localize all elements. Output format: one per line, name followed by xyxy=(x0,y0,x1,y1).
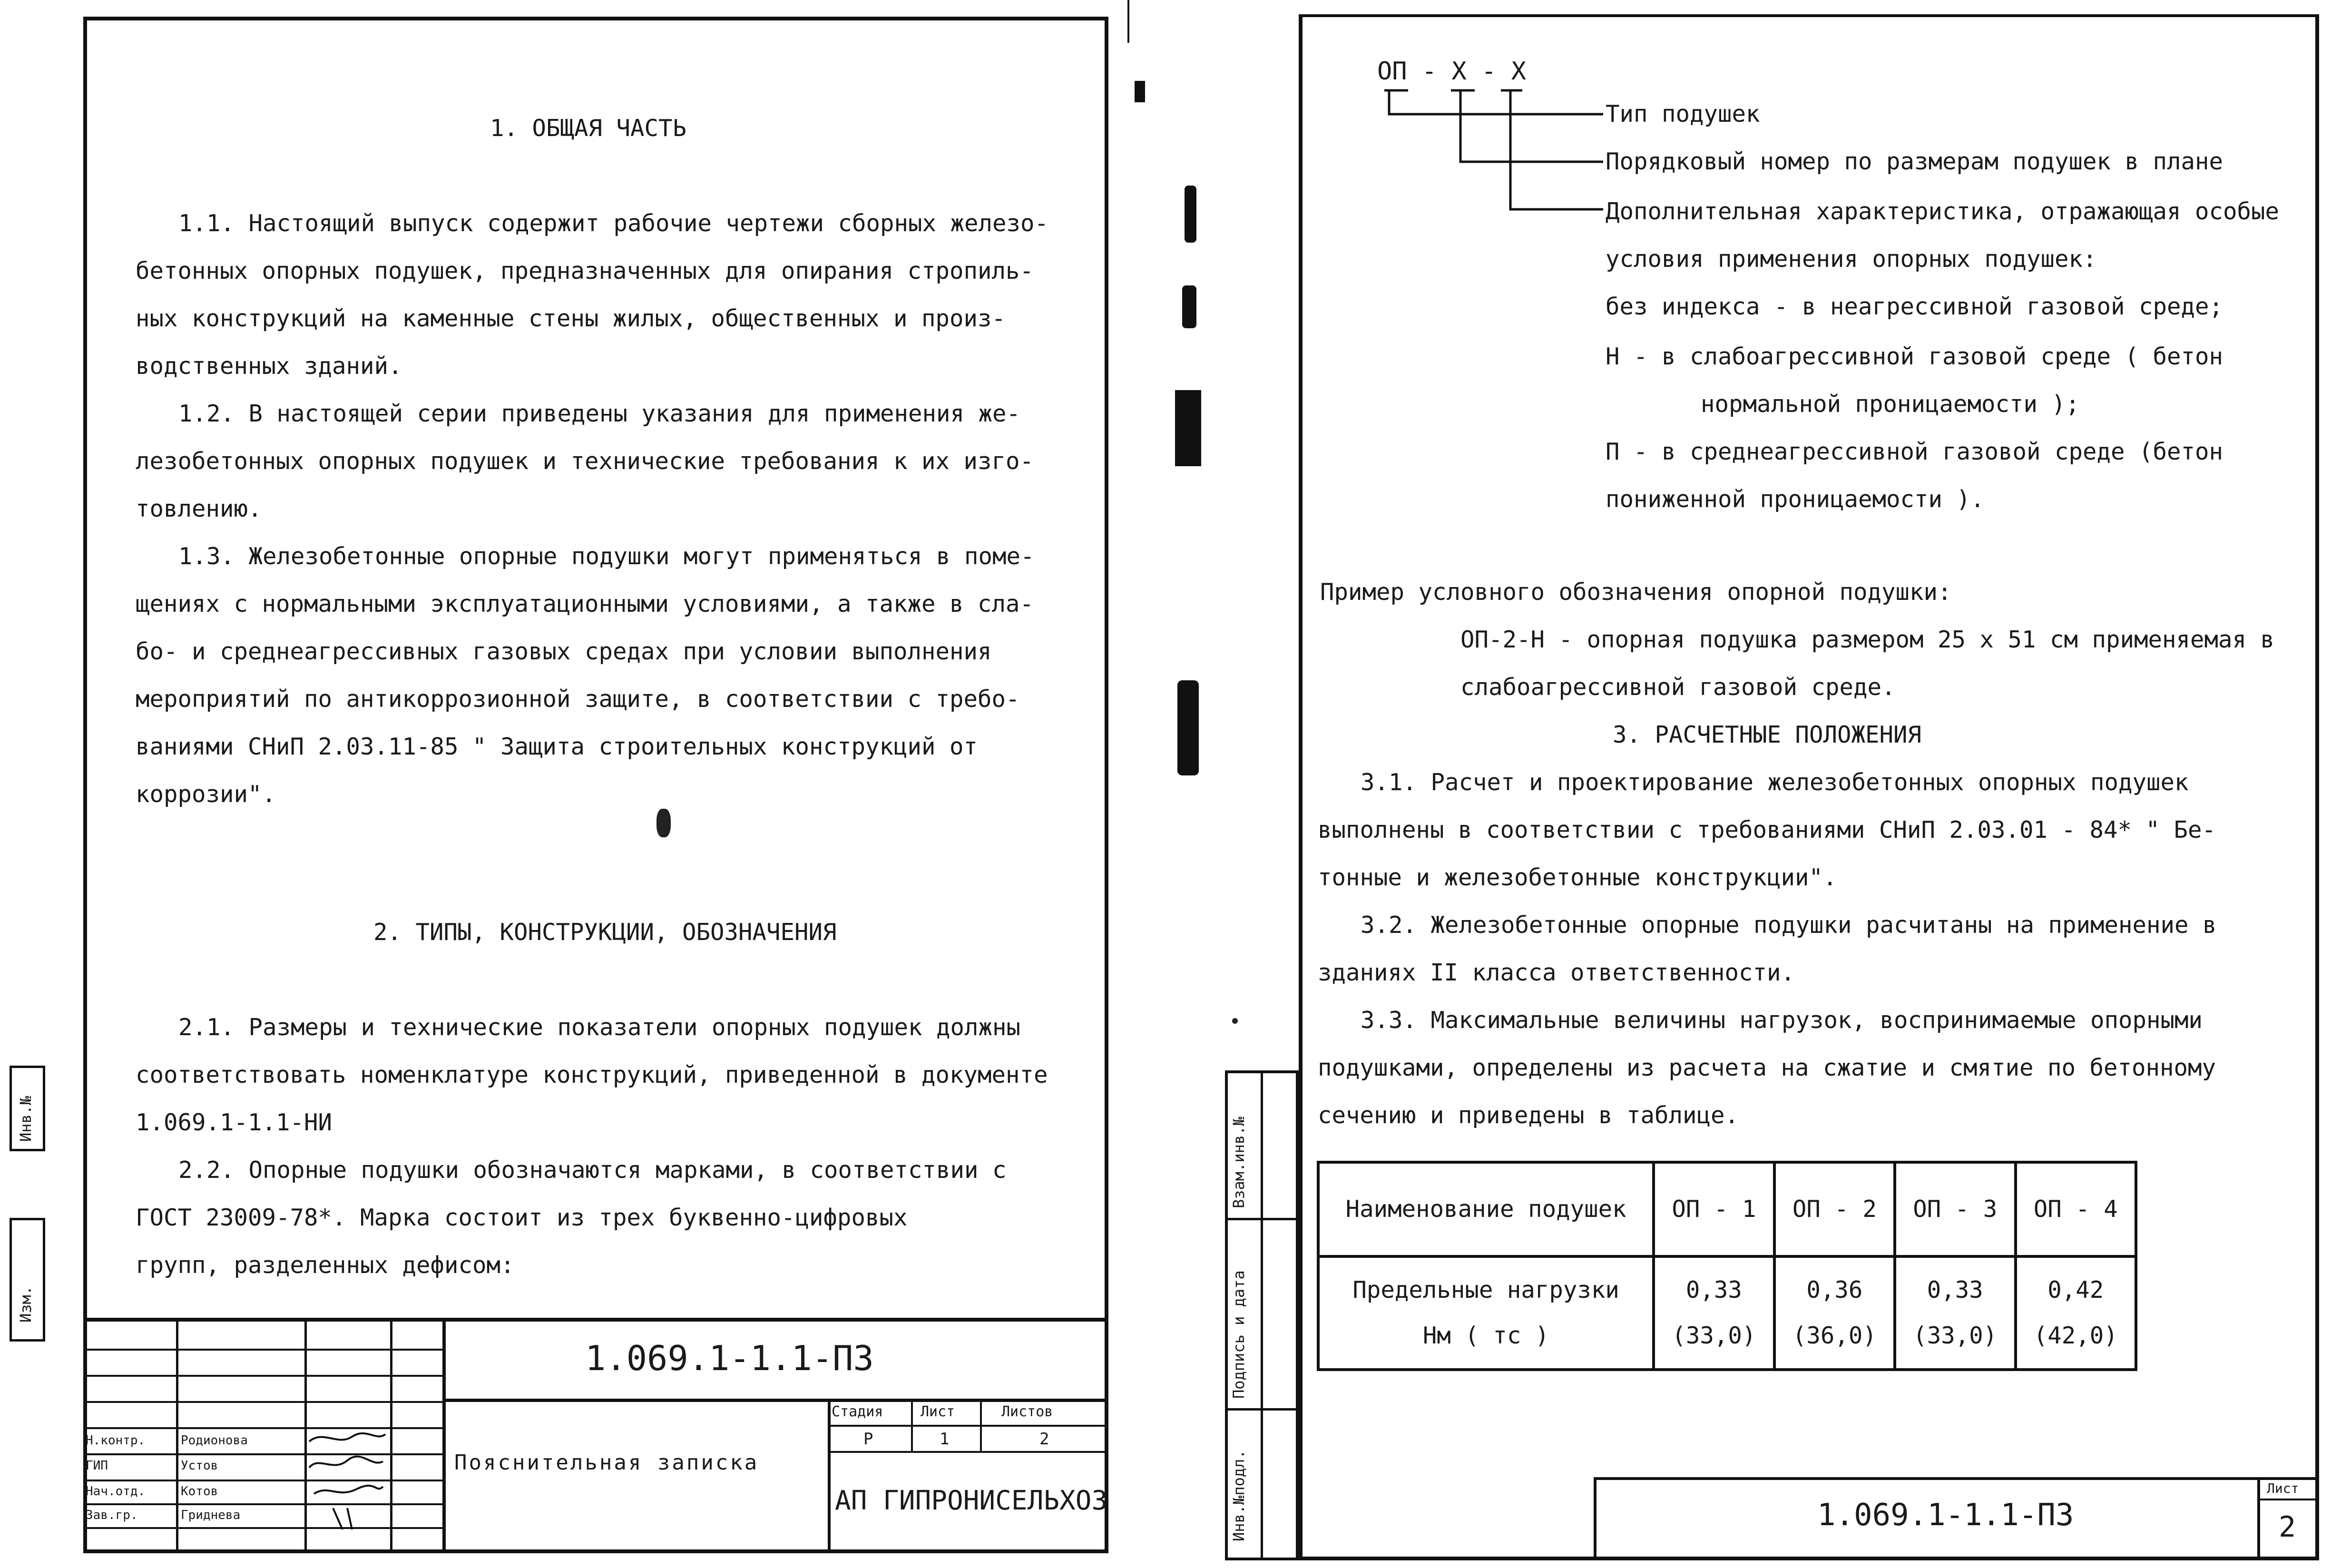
section3-title: 3. РАСЧЕТНЫЕ ПОЛОЖЕНИЯ xyxy=(1613,721,1922,748)
legend-line: П - в среднеагрессивной газовой среде (бетон xyxy=(1606,438,2223,465)
legend-line: условия применения опорных подушек: xyxy=(1606,245,2097,273)
s1-line: щениях с нормальными эксплуатационными условиями, а также в сла- xyxy=(136,590,1034,617)
title-block-org: АП ГИПРОНИСЕЛЬХОЗ xyxy=(835,1485,1108,1516)
tb-row-a xyxy=(83,1349,442,1351)
tb-stage-v1 xyxy=(911,1399,913,1451)
right-stamp-sheet-value: 2 xyxy=(2279,1510,2296,1544)
side-label-sign: Подпись и дата xyxy=(1230,1270,1248,1399)
role-3: Нач.отд. xyxy=(86,1484,146,1499)
name-2: Устов xyxy=(181,1459,218,1473)
table-header-row xyxy=(1318,1162,2136,1256)
scan-blob-1 xyxy=(1175,390,1201,466)
sheets-value: 2 xyxy=(1039,1430,1049,1449)
legend-line: Порядковый номер по размерам подушек в плане xyxy=(1606,148,2223,175)
tb-vert-1 xyxy=(176,1318,178,1553)
right-stamp-sheet-rule xyxy=(2257,1499,2319,1500)
sheet-value: 1 xyxy=(940,1430,950,1449)
mark-code: ОП - Х - Х xyxy=(1377,57,1527,86)
table-col-op1: ОП - 1 xyxy=(1654,1162,1774,1256)
table-row-label xyxy=(1318,1256,1654,1370)
stage-label: Стадия xyxy=(832,1403,883,1420)
s1-line: 1.3. Железобетонные опорные подушки могут применяться в поме- xyxy=(178,543,1035,570)
side-label-replace: Взам.инв.№ xyxy=(1230,1117,1248,1208)
section1-title: 1. ОБЩАЯ ЧАСТЬ xyxy=(490,115,687,142)
legend-line: Дополнительная характеристика, отражающая особые xyxy=(1606,198,2280,225)
example-line: слабоагрессивной газовой среде. xyxy=(1460,674,1896,701)
s1-line: бо- и среднеагрессивных газовых средах при условии выполнения xyxy=(136,638,992,665)
side-strip-row-2 xyxy=(1225,1408,1299,1411)
s3-line: подушками, определены из расчета на сжатие и смятие по бетонному xyxy=(1318,1054,2216,1081)
side-strip-row-1 xyxy=(1225,1218,1299,1220)
speck xyxy=(1232,1018,1238,1024)
row-label-line-2: Нм ( тс ) xyxy=(1422,1322,1549,1349)
table-col-op2: ОП - 2 xyxy=(1774,1162,1895,1256)
left-margin-label-1: Инв.№ xyxy=(17,1096,35,1142)
value-tc: (33,0) xyxy=(1913,1322,1998,1349)
left-margin-label-2: Изм. xyxy=(17,1285,35,1323)
right-stamp-code: 1.069.1-1.1-ПЗ xyxy=(1817,1498,2074,1533)
signatures-graphic xyxy=(304,1427,390,1532)
value-tc: (33,0) xyxy=(1672,1322,1756,1349)
s1-line: водственных зданий. xyxy=(136,353,402,380)
tb-row-c xyxy=(83,1401,442,1403)
legend-line: Тип подушек xyxy=(1606,100,1760,127)
s2-line: 1.069.1-1.1-НИ xyxy=(136,1109,333,1136)
s3-line: 3.3. Максимальные величины нагрузок, воспринимаемые опорными xyxy=(1361,1007,2203,1034)
legend-line: без индекса - в неагрессивной газовой среде; xyxy=(1606,293,2223,320)
side-label-inv: Инв.№подл. xyxy=(1230,1450,1248,1541)
table-cell xyxy=(2016,1256,2136,1370)
s3-line: 3.1. Расчет и проектирование железобетонных опорных подушек xyxy=(1361,769,2189,796)
s1-line: бетонных опорных подушек, предназначенных для опирания стропиль- xyxy=(136,257,1034,284)
table-header-label: Наименование подушек xyxy=(1318,1162,1654,1256)
s1-line: лезобетонных опорных подушек и технические требования к их изго- xyxy=(136,448,1034,475)
right-stamp-sheet-label: Лист xyxy=(2267,1480,2299,1496)
table-col-op3: ОП - 3 xyxy=(1895,1162,2015,1256)
scan-blob-4 xyxy=(1182,285,1196,328)
row-label-line-1: Предельные нагрузки xyxy=(1352,1276,1619,1303)
value-kn: 0,36 xyxy=(1806,1276,1863,1303)
s2-line: групп, разделенных дефисом: xyxy=(136,1252,515,1279)
stage-value: Р xyxy=(863,1430,873,1449)
role-2: ГИП xyxy=(86,1459,108,1473)
tb-stage-row-2 xyxy=(828,1451,1108,1453)
legend-line: Н - в слабоагрессивной газовой среде ( бетон xyxy=(1606,343,2223,370)
table-cell xyxy=(1654,1256,1774,1370)
s3-line: сечению и приведены в таблице. xyxy=(1318,1102,1739,1129)
title-block-code: 1.069.1-1.1-ПЗ xyxy=(585,1338,874,1378)
s1-line: ваниями СНиП 2.03.11-85 " Защита строительных конструкций от xyxy=(136,733,978,760)
tb-top-rule xyxy=(83,1318,1108,1322)
s1-line: ных конструкций на каменные стены жилых, общественных и произ- xyxy=(136,305,1006,332)
table-col-op4: ОП - 4 xyxy=(2016,1162,2136,1256)
role-4: Зав.гр. xyxy=(86,1508,138,1522)
value-tc: (36,0) xyxy=(1792,1322,1877,1349)
s2-line: ГОСТ 23009-78*. Марка состоит из трех буквенно-цифровых xyxy=(136,1204,908,1231)
table-cell xyxy=(1774,1256,1895,1370)
sheets-label: Листов xyxy=(1001,1403,1053,1420)
right-stamp-divider xyxy=(2257,1477,2260,1560)
s3-line: зданиях II класса ответственности. xyxy=(1318,959,1795,986)
s3-line: выполнены в соответствии с требованиями СНиП 2.03.01 - 84* " Бе- xyxy=(1318,816,2216,843)
example-intro: Пример условного обозначения опорной подушки: xyxy=(1320,578,1952,606)
role-1: Н.контр. xyxy=(86,1433,146,1448)
tb-vert-4 xyxy=(442,1318,446,1553)
tb-row-b xyxy=(83,1375,442,1377)
scan-blob-3 xyxy=(1185,186,1196,243)
s3-line: 3.2. Железобетонные опорные подушки расчитаны на применение в xyxy=(1361,911,2217,939)
tb-stage-v2 xyxy=(980,1399,982,1451)
name-4: Гриднева xyxy=(181,1508,241,1522)
name-3: Котов xyxy=(181,1484,218,1499)
s1-line: товлению. xyxy=(136,495,262,522)
value-kn: 0,33 xyxy=(1685,1276,1742,1303)
s2-line: соответствовать номенклатуре конструкций, приведенной в документе xyxy=(136,1061,1048,1088)
scan-blob-2 xyxy=(1177,680,1199,775)
gutter-line xyxy=(1127,0,1129,43)
speck xyxy=(656,809,671,837)
example-line: ОП-2-Н - опорная подушка размером 25 х 51 см применяемая в xyxy=(1460,626,2275,653)
tb-mid-rule xyxy=(442,1399,1108,1402)
table-cell xyxy=(1895,1256,2015,1370)
legend-line: нормальной проницаемости ); xyxy=(1701,391,2080,418)
s1-line: 1.2. В настоящей серии приведены указания для применения же- xyxy=(178,400,1021,427)
s2-line: 2.2. Опорные подушки обозначаются марками, в соответствии с xyxy=(178,1156,1007,1184)
value-kn: 0,42 xyxy=(2047,1276,2104,1303)
s2-line: 2.1. Размеры и технические показатели опорных подушек должны xyxy=(178,1014,1021,1041)
mark-scheme-leaders xyxy=(1380,86,1617,224)
s1-line: мероприятий по антикоррозионной защите, в соответствии с требо- xyxy=(136,686,1020,713)
left-margin-box-bottom xyxy=(10,1218,45,1342)
tb-vert-3 xyxy=(390,1318,392,1553)
scan-blob-5 xyxy=(1135,81,1145,102)
tb-vert-5 xyxy=(828,1399,831,1553)
legend-line: пониженной проницаемости ). xyxy=(1606,486,1985,513)
sheet-label: Лист xyxy=(921,1403,955,1420)
name-1: Родионова xyxy=(181,1433,248,1448)
title-block-doc-name: Пояснительная записка xyxy=(454,1450,759,1475)
section2-title: 2. ТИПЫ, КОНСТРУКЦИИ, ОБОЗНАЧЕНИЯ xyxy=(373,919,837,946)
value-kn: 0,33 xyxy=(1927,1276,1983,1303)
s3-line: тонные и железобетонные конструкции". xyxy=(1318,864,1837,891)
value-tc: (42,0) xyxy=(2033,1322,2118,1349)
tb-stage-row-1 xyxy=(828,1425,1108,1427)
side-strip-divider xyxy=(1261,1070,1263,1560)
loads-table xyxy=(1317,1161,2137,1371)
s1-line: коррозии". xyxy=(136,781,276,808)
table-row xyxy=(1318,1256,2136,1370)
s1-line: 1.1. Настоящий выпуск содержит рабочие чертежи сборных железо- xyxy=(178,210,1049,237)
